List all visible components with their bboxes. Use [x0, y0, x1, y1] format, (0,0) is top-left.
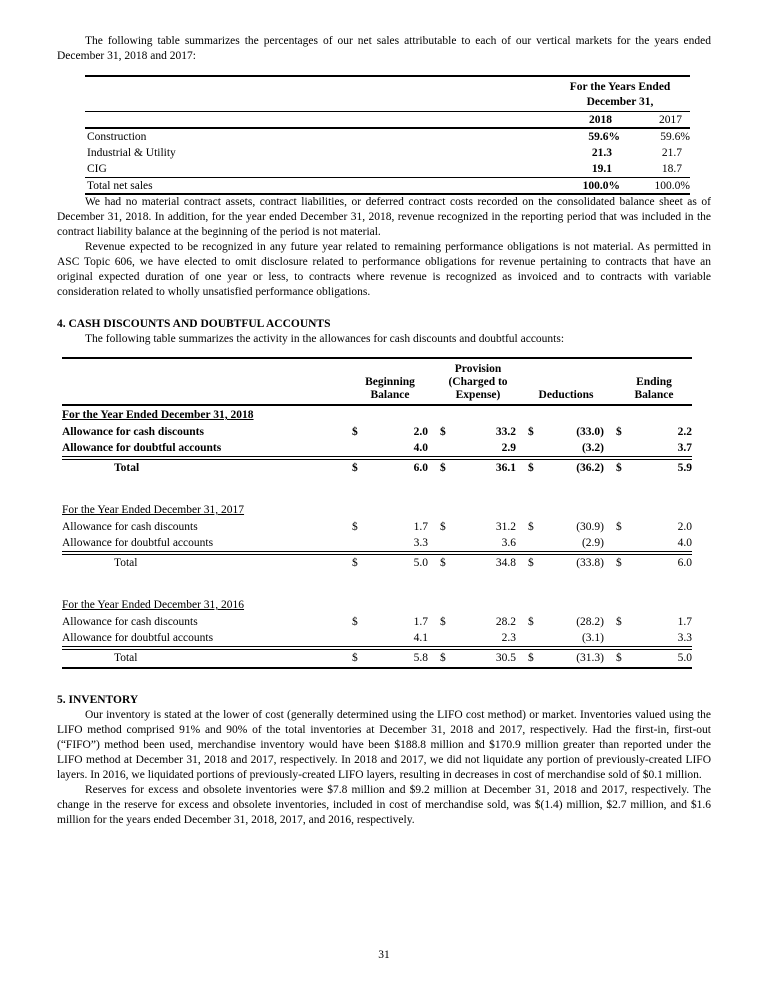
currency-symbol: $	[352, 462, 358, 474]
allowance-section-2018	[62, 408, 692, 477]
table-row-total	[62, 460, 692, 477]
currency-symbol: $	[440, 652, 446, 664]
table-row-industrial-utility	[85, 145, 690, 161]
section-title	[62, 598, 692, 614]
section-title-text: For the Year Ended December 31, 2016	[62, 599, 245, 611]
ending-balance-value: 3.7	[677, 442, 692, 454]
row-label: Industrial & Utility	[87, 147, 176, 159]
currency-symbol: $	[616, 557, 622, 569]
inventory-paragraph-1: Our inventory is stated at the lower of cost (generally determined using the LIFO cost method) or market. Inventories valued using the LIFO method comprised 91% and 90% of the total inventories at December 31, 2018 and 2017, respectively. Had the first-in, first-out (“FIFO”) method been used, merchandise inventory would have been $188.8 million and $170.9 million greater than reported under the LIFO method at December 31, 2018 and 2017, respectively. In 2018 and 2017, we did not liquidate any portion of previously-created LIFO layers. In 2016, we liquidated portions of previously-created LIFO layers, resulting in decreases in cost of merchandise sold of $0.1 million.	[57, 709, 711, 781]
table-row-doubtful-accounts	[62, 440, 692, 456]
allowance-section-2017	[62, 503, 692, 572]
net-sales-table	[85, 75, 690, 195]
currency-symbol: $	[440, 521, 446, 533]
beginning-balance-value: 2.0	[413, 426, 428, 438]
deductions-value: (3.2)	[581, 442, 604, 454]
currency-symbol: $	[440, 462, 446, 474]
provision-value: 31.2	[495, 521, 516, 533]
col-deductions: Deductions	[538, 389, 594, 401]
col-provision: Provision (Charged to Expense)	[448, 363, 508, 401]
value-2017: 18.7	[661, 163, 682, 175]
ending-balance-value: 5.9	[677, 462, 692, 474]
years-ended-header: For the Years Ended December 31,	[569, 81, 671, 108]
year-columns-row	[85, 112, 690, 129]
table-row-doubtful-accounts	[62, 630, 692, 646]
currency-symbol: $	[616, 616, 622, 628]
currency-symbol: $	[352, 426, 358, 438]
row-label: Allowance for doubtful accounts	[62, 537, 214, 549]
section-4-heading: 4. CASH DISCOUNTS AND DOUBTFUL ACCOUNTS	[57, 318, 331, 330]
section-title-text: For the Year Ended December 31, 2018	[62, 409, 254, 421]
beginning-balance-value: 5.0	[413, 557, 428, 569]
currency-symbol: $	[528, 426, 534, 438]
beginning-balance-value: 4.1	[413, 632, 428, 644]
currency-symbol: $	[352, 652, 358, 664]
deductions-value: (33.0)	[576, 426, 604, 438]
year-2017-header: 2017	[659, 114, 682, 126]
beginning-balance-value: 5.8	[413, 652, 428, 664]
provision-value: 36.1	[495, 462, 516, 474]
value-2018: 59.6%	[588, 131, 620, 143]
currency-symbol: $	[528, 652, 534, 664]
currency-symbol: $	[440, 557, 446, 569]
header-spacer	[85, 80, 550, 110]
provision-value: 34.8	[495, 557, 516, 569]
deductions-value: (36.2)	[576, 462, 604, 474]
provision-value: 2.3	[501, 632, 516, 644]
deductions-value: (3.1)	[581, 632, 604, 644]
row-label: Allowance for cash discounts	[62, 521, 198, 533]
deductions-value: (30.9)	[576, 521, 604, 533]
net-sales-table-header	[85, 77, 690, 112]
table-row-cash-discounts	[62, 424, 692, 440]
row-label: CIG	[87, 163, 107, 175]
currency-symbol: $	[616, 521, 622, 533]
currency-symbol: $	[528, 557, 534, 569]
table-row-total	[62, 555, 692, 572]
deductions-value: (28.2)	[576, 616, 604, 628]
currency-symbol: $	[528, 462, 534, 474]
section-title	[62, 503, 692, 519]
currency-symbol: $	[616, 652, 622, 664]
deductions-value: (31.3)	[576, 652, 604, 664]
provision-value: 28.2	[495, 616, 516, 628]
table-row-total	[62, 650, 692, 667]
row-label: Allowance for cash discounts	[62, 426, 204, 438]
provision-value: 30.5	[495, 652, 516, 664]
beginning-balance-value: 6.0	[413, 462, 428, 474]
intro-paragraph: The following table summarizes the percentages of our net sales attributable to each of our vertical markets for the years ended December 31, 2018 and 2017:	[57, 35, 711, 62]
beginning-balance-value: 1.7	[413, 521, 428, 533]
ending-balance-value: 5.0	[677, 652, 692, 664]
provision-value: 2.9	[501, 442, 516, 454]
ending-balance-value: 6.0	[677, 557, 692, 569]
beginning-balance-value: 4.0	[413, 442, 428, 454]
provision-value: 3.6	[501, 537, 516, 549]
revenue-paragraph: Revenue expected to be recognized in any future year related to remaining performance obligations is not material. As permitted in ASC Topic 606, we have elected to omit disclosure related to performance obligations for revenue pertaining to contracts that have an original expected duration of one year or less, to contracts where revenue is recognized as invoiced and to contracts with variable consideration related to wholly unsatisfied performance obligations.	[57, 241, 711, 298]
value-2018: 21.3	[591, 147, 612, 159]
inventory-paragraph-2: Reserves for excess and obsolete inventories were $7.8 million and $9.2 million at December 31, 2018 and 2017, respectively. The change in the reserve for excess and obsolete inventories, included in cost of merchandise sold, was $(1.4) million, $2.7 million, and $1.6 million for the years ended December 31, 2018, 2017, and 2016, respectively.	[57, 784, 711, 826]
table-row-total-net-sales	[85, 177, 690, 195]
currency-symbol: $	[440, 616, 446, 628]
currency-symbol: $	[528, 616, 534, 628]
section-title-text: For the Year Ended December 31, 2017	[62, 504, 245, 516]
year-row-spacer	[85, 112, 550, 127]
ending-balance-value: 1.7	[677, 616, 692, 628]
deductions-value: (33.8)	[576, 557, 604, 569]
value-2018: 100.0%	[582, 180, 620, 192]
page-number: 31	[378, 949, 390, 961]
ending-balance-value: 4.0	[677, 537, 692, 549]
ending-balance-value: 2.0	[677, 521, 692, 533]
beginning-balance-value: 3.3	[413, 537, 428, 549]
col-ending-balance: Ending Balance	[634, 376, 674, 401]
table-row-doubtful-accounts	[62, 535, 692, 551]
value-2017: 21.7	[661, 147, 682, 159]
currency-symbol: $	[528, 521, 534, 533]
row-label: Allowance for cash discounts	[62, 616, 198, 628]
value-2017: 59.6%	[660, 131, 690, 143]
contract-paragraph: We had no material contract assets, contract liabilities, or deferred contract costs recorded on the consolidated balance sheet as of December 31, 2018. In addition, for the year ended December 31, 2018, revenue recognized in the reporting period that was included in the contract liability balance at the beginning of the period is not material.	[57, 196, 711, 238]
ending-balance-value: 2.2	[677, 426, 692, 438]
table-row-cash-discounts	[62, 614, 692, 630]
table-row-construction	[85, 129, 690, 145]
value-2017: 100.0%	[654, 180, 690, 192]
col-beginning-balance: Beginning Balance	[365, 376, 415, 401]
allowance-section-2016	[62, 598, 692, 667]
provision-value: 33.2	[495, 426, 516, 438]
allowance-table	[62, 357, 692, 669]
allowance-intro-paragraph: The following table summarizes the activity in the allowances for cash discounts and doubtful accounts:	[85, 333, 565, 345]
row-label: Total	[114, 462, 140, 474]
year-2018-header: 2018	[589, 114, 612, 126]
row-label: Construction	[87, 131, 147, 143]
beginning-balance-value: 1.7	[413, 616, 428, 628]
deductions-value: (2.9)	[581, 537, 604, 549]
row-label: Allowance for doubtful accounts	[62, 442, 222, 454]
value-2018: 19.1	[591, 163, 612, 175]
allowance-table-header	[62, 359, 692, 406]
currency-symbol: $	[352, 557, 358, 569]
table-row-cash-discounts	[62, 519, 692, 535]
row-label: Allowance for doubtful accounts	[62, 632, 214, 644]
row-label: Total	[114, 652, 138, 664]
ending-balance-value: 3.3	[677, 632, 692, 644]
currency-symbol: $	[352, 521, 358, 533]
currency-symbol: $	[616, 426, 622, 438]
currency-symbol: $	[616, 462, 622, 474]
currency-symbol: $	[352, 616, 358, 628]
currency-symbol: $	[440, 426, 446, 438]
row-label: Total	[114, 557, 138, 569]
section-5-heading: 5. INVENTORY	[57, 694, 139, 706]
section-title	[62, 408, 692, 424]
table-row-cig	[85, 161, 690, 177]
row-label: Total net sales	[87, 180, 153, 192]
